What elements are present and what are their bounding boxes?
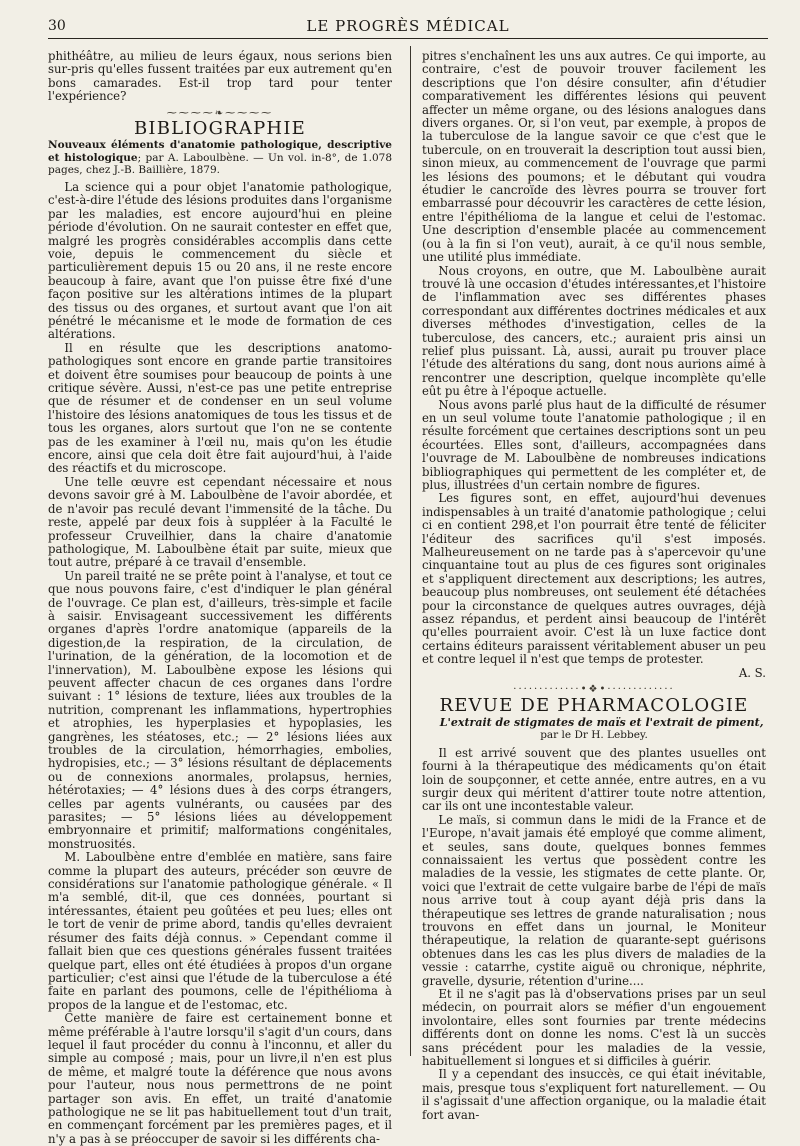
book-details: ; par A. Laboulbène. — Un vol. in-8°, de 1.078 pages, chez J.-B. Baillière, 1879. <box>48 151 392 177</box>
paragraph: pitres s'enchaînent les uns aux autres. Ce qui importe, au contraire, c'est de pouvoir trouver facilement les descriptions que l'on désire consulter, afin d'étudier comparativement les différentes lésions qui peuvent affecter un même organe, ou des lésions analogues dans divers organes. Or, si l'on veut, par exemple, à propos de la tuberculose de la langue savoir ce que c'est que le tubercule, on en trouverait la description tout aussi bien, sinon mieux, au commencement de l'ouvrage que parmi les lésions des poumons; et le débutant qui voudra étudier le cancroïde des lèvres pourra se trouver fort embarrassé pour découvrir les caractères de cette lésion, entre l'épithélioma de la langue et celui de l'estomac. Une description d'ensemble placée au commencement (ou à la fin si l'on veut), aurait, à ce qu'il nous semble, une utilité plus immédiate. <box>422 49 766 265</box>
column-divider <box>410 46 411 1056</box>
paragraph: Il est arrivé souvent que des plantes usuelles ont fourni à la thérapeutique des médicaments qu'on était loin de soupçonner, et cette année, entre autres, en a vu surgir deux qui méritent d'attirer toute notre attention, car ils ont une incontestable valeur. <box>422 745 766 814</box>
article-subtitle: L'extrait de stigmates de maïs et l'extrait de piment, <box>439 715 764 729</box>
page-number: 30 <box>48 18 66 34</box>
journal-title: LE PROGRÈS MÉDICAL <box>306 17 510 35</box>
paragraph: phithéâtre, au milieu de leurs égaux, nous serions bien sur-pris qu'elles fussent traitées par eux autrement qu'en bons camarades. Est-il trop tard pour tenter l'expérience? <box>48 49 392 104</box>
paragraph: Un pareil traité ne se prête point à l'analyse, et tout ce que nous pouvons faire, c'est d'indiquer le plan général de l'ouvrage. Ce plan est, d'ailleurs, très-simple et facile à saisir. Envisageant successivement les différents organes d'après l'ordre anatomique (appareils de la digestion,de la respiration, de la circulation, de l'urination, de la génération, de la locomotion et de l'innervation), M. Laboulbène expose les lésions qui peuvent affecter chacun de ces organes dans l'ordre suivant : 1° lésions de texture, liées aux troubles de la nutrition, comprenant les inflammations, hypertrophies et atrophies, les hyperplasies et hypoplasies, les gangrènes, les stéatoses, etc.; — 2° lésions liées aux troubles de la circulation, hémorrhagies, embolies, hydropisies, etc.; — 3° lésions résultant de déplacements ou de connexions anormales, prolapsus, hernies, hétérotaxies; — 4° lésions dues à des corps étrangers, celles par agents vulnérants, ou causées par des parasites; — 5° lésions liées au développement embryonnaire et primitif; malformations congénitales, monstruosités. <box>48 568 392 851</box>
paragraph: Cette manière de faire est certainement bonne et même préférable à l'autre lorsqu'il s'agit d'un cours, dans lequel il faut procéder du connu à l'inconnu, et aller du simple au composé ; mais, pour un livre,il n'en est plus de même, et malgré toute la déférence que nous avons pour l'auteur, nous nous permettrons de ne point partager son avis. En effet, un traité d'anatomie pathologique ne se lit pas habituellement tout d'un trait, en commençant forcément par les premières pages, et il n'y a pas à se préoccuper de savoir si les différents cha- <box>48 1011 392 1146</box>
ornament-rule: ⁓⁓⁓⁓❧⁓⁓⁓⁓ <box>166 107 274 119</box>
right-column <box>422 50 766 1122</box>
book-title: Nouveaux éléments d'anatomie pathologique, descriptive et histologique <box>48 139 392 164</box>
paragraph: Une telle œuvre est cependant nécessaire et nous devons savoir gré à M. Laboulbène de l'avoir abordée, et de n'avoir pas reculé devant l'immensité de la tâche. Du reste, appelé par deux fois à suppléer à la Faculté le professeur Cruveilhier, dans la chaire d'anatomie pathologique, M. Laboulbène était par suite, mieux que tout autre, préparé à ce travail d'ensemble. <box>48 474 392 570</box>
paragraph: Il en résulte que les descriptions anatomo-pathologiques sont encore en grande partie transitoires et doivent être soumises pour beaucoup de points à une critique sévère. Aussi, n'est-ce pas une petite entreprise que de résumer et de condenser en un seul volume l'histoire des lésions anatomiques de tous les tissus et de tous les organes, alors surtout que l'on ne se contente pas de les examiner à l'œil nu, mais qu'on les étudie encore, ainsi que cela doit être fait aujourd'hui, à l'aide des réactifs et du microscope. <box>48 340 392 476</box>
paragraph: M. Laboulbène entre d'emblée en matière, sans faire comme la plupart des auteurs, précéder son œuvre de considérations sur l'anatomie pathologique générale. « Il m'a semblé, dit-il, que ces données, pourtant si intéressantes, étaient peu goûtées et peu lues; elles ont le tort de venir de prime abord, tandis qu'elles devraient résumer des faits déjà connus. » Cependant comme il fallait bien que ces questions générales fussent traitées quelque part, elles ont été étudiées à propos d'un organe particulier; c'est ainsi que l'étude de la tuberculose a été faite en parlant des poumons, celle de l'épithélioma à propos de la langue et de l'estomac, etc. <box>48 850 392 1012</box>
signature: A. S. <box>738 665 766 680</box>
byline: par le Dr H. Lebbey. <box>540 729 648 742</box>
section-title-pharmacologie: REVUE DE PHARMACOLOGIE <box>439 694 749 716</box>
paragraph: Les figures sont, en effet, aujourd'hui devenues indispensables à un traité d'anatomie pathologique ; celui ci en contient 298,et l'on pourrait être tenté de féliciter l'éditeur des sacrifices qu'il s'est imposés. Malheureusement on ne tarde pas à s'apercevoir qu'une cinquantaine tout au plus de ces figures sont originales et s'appliquent directement aux descriptions; les autres, beaucoup plus nombreuses, ont seulement été détachées pour la circonstance de quelques autres ouvrages, déjà assez répandus, et perdent ainsi beaucoup de l'intérêt qu'elles pourraient avoir. C'est là un luxe factice dont certains éditeurs paraissent véritablement abuser un peu et contre lequel il n'est que temps de protester. <box>422 491 766 667</box>
paragraph: La science qui a pour objet l'anatomie pathologique, c'est-à-dire l'étude des lésions produites dans l'organisme par les maladies, est encore aujourd'hui en pleine période d'évolution. On ne saurait contester en effet que, malgré les progrès considérables accomplis dans cette voie, depuis le commencement du siècle et particulièrement depuis 15 ou 20 ans, il ne reste encore beaucoup à faire, avant que l'on puisse être fixé d'une façon positive sur les altérations intimes de la plupart des tissus ou des organes, et surtout avant que l'on ait pénétré le mécanisme et le mode de formation de ces altérations. <box>48 179 392 342</box>
book-citation <box>48 139 392 177</box>
paragraph: Il y a cependant des insuccès, ce qui était inévitable, mais, presque tous s'expliquent fort naturellement. — Ou il s'agissait d'une affection organique, ou la maladie était fort avan- <box>422 1067 766 1122</box>
left-column <box>48 50 392 1146</box>
page-header <box>48 14 768 39</box>
section-title-bibliographie: BIBLIOGRAPHIE <box>134 118 306 140</box>
paragraph: Nous avons parlé plus haut de la difficulté de résumer en un seul volume toute l'anatomie pathologique ; il en résulte forcément que certaines descriptions sont un peu écourtées. Elles sont, d'ailleurs, accompagnées dans l'ouvrage de M. Laboulbène de nombreuses indications bibliographiques qui permettent de les compléter et, de plus, illustrées d'un certain nombre de figures. <box>422 397 766 492</box>
paragraph: Le maïs, si commun dans le midi de la France et de l'Europe, n'avait jamais été employé que comme aliment, et seules, sans doute, quelques bonnes femmes connaissaient les vertus que possèdent contre les maladies de la vessie, les stigmates de cette plante. Or, voici que l'extrait de cette vulgaire barbe de l'épi de maïs nous arrive tout à coup ayant déjà pris dans la thérapeutique ses lettres de grande naturalisation ; nous trouvons en effet dans un journal, le Moniteur thérapeutique, la relation de quarante-sept guérisons obtenues dans les cas les plus divers de maladies de la vessie : catarrhe, cystite aiguë ou chronique, néphrite, gravelle, dysurie, rétention d'urine.... <box>422 812 766 988</box>
paragraph: Et il ne s'agit pas là d'observations prises par un seul médecin, on pourrait alors se méfier d'un engouement involontaire, elles sont fournies par trente médecins différents dont on donne les noms. C'est là un succès sans précédent pour les maladies de la vessie, habituellement si longues et si difficiles à guérir. <box>422 987 766 1069</box>
paragraph: Nous croyons, en outre, que M. Laboulbène aurait trouvé là une occasion d'études intéressantes,et l'histoire de l'inflammation avec ses différentes phases correspondant aux différentes doctrines médicales et aux diverses méthodes d'investigation, celles de la tuberculose, des cancers, etc.; auraient pris ainsi un relief plus puissant. Là, aussi, aurait pu trouver place l'étude des altérations du sang, dont nous aurions aimé à rencontrer une description, quelque incomplète qu'elle eût pu être à l'époque actuelle. <box>422 263 766 399</box>
ornament-rule: ·············•❖•············· <box>513 684 675 696</box>
